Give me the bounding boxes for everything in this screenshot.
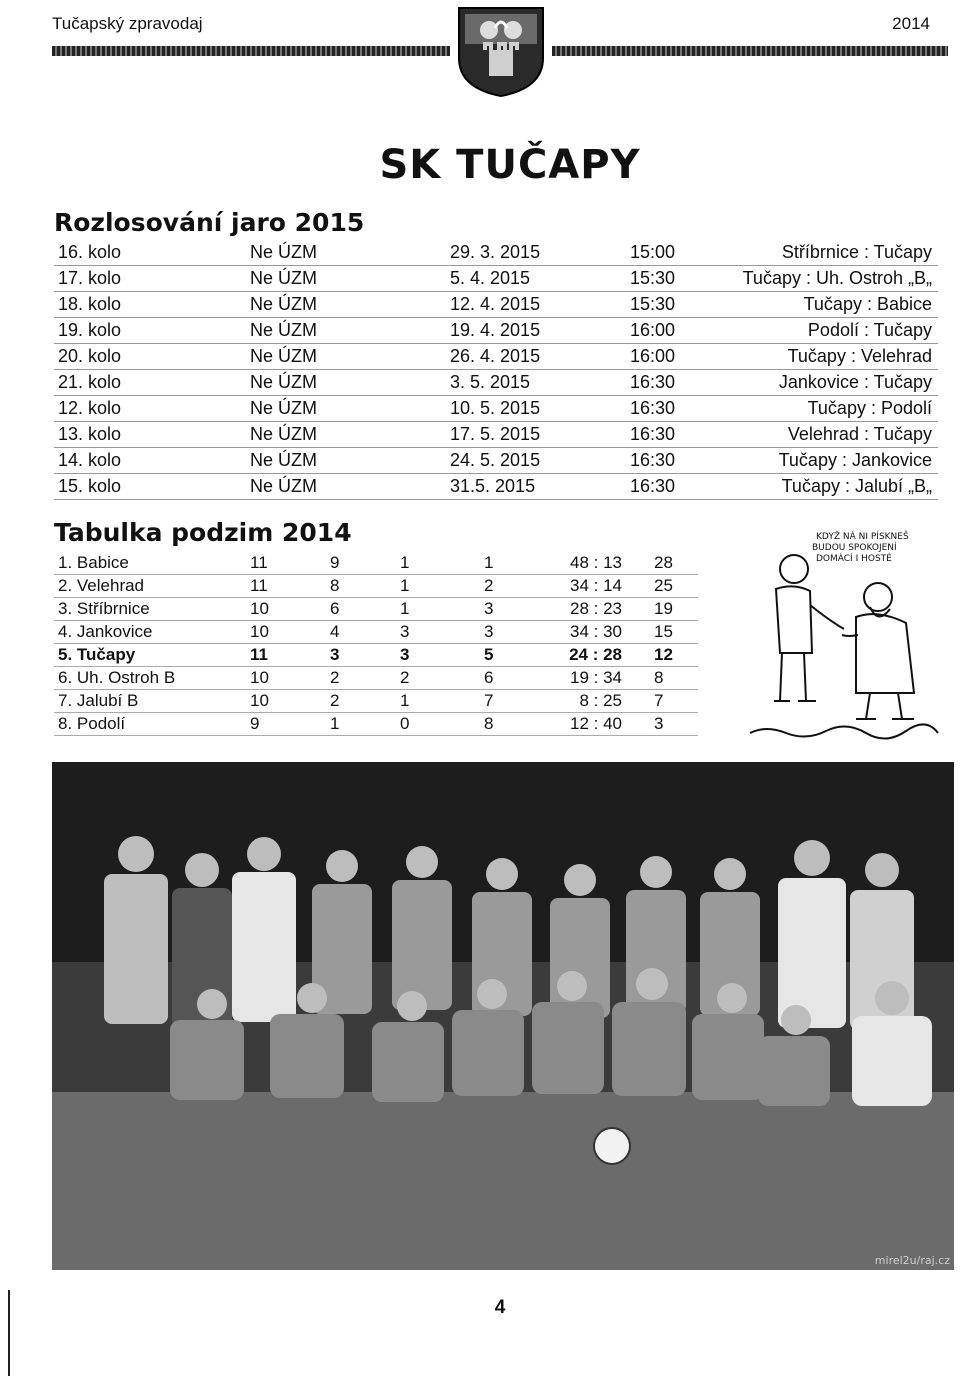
goal-score: 8 : 25 — [579, 691, 622, 710]
losses: 3 — [484, 599, 494, 618]
matches-played: 11 — [250, 553, 268, 572]
standings-heading: Tabulka podzim 2014 — [54, 518, 352, 547]
match-date: 31.5. 2015 — [450, 476, 536, 496]
round: 13. kolo — [58, 424, 122, 444]
standings-row — [54, 689, 698, 713]
schedule-row — [54, 318, 938, 344]
match-date: 10. 5. 2015 — [450, 398, 541, 418]
schedule-heading: Rozlosování jaro 2015 — [54, 208, 365, 237]
draws: 1 — [400, 553, 410, 572]
round: 20. kolo — [58, 346, 122, 366]
points: 28 — [654, 553, 673, 572]
wins: 1 — [330, 714, 340, 733]
points: 15 — [654, 622, 673, 641]
team-name: 6. Uh. Ostroh B — [58, 668, 176, 687]
team-name: 4. Jankovice — [58, 622, 153, 641]
match-time: 15:30 — [630, 268, 676, 288]
draws: 1 — [400, 691, 410, 710]
schedule-row — [54, 422, 938, 448]
draws: 1 — [400, 599, 410, 618]
matches-played: 11 — [250, 645, 268, 664]
page-number: 4 — [494, 1297, 506, 1318]
match-date: 24. 5. 2015 — [450, 450, 541, 470]
schedule-row — [54, 344, 938, 370]
losses: 8 — [484, 714, 494, 733]
match-time: 15:30 — [630, 294, 676, 314]
match-date: 12. 4. 2015 — [450, 294, 541, 314]
goal-score: 34 : 14 — [570, 576, 622, 595]
match-date: 19. 4. 2015 — [450, 320, 541, 340]
match-teams: Tučapy : Jankovice — [778, 450, 932, 470]
points: 12 — [654, 645, 673, 664]
goal-score: 24 : 28 — [569, 645, 622, 664]
match-time: 16:30 — [630, 372, 676, 392]
team-name: 5. Tučapy — [58, 645, 136, 664]
referee-cartoon — [746, 525, 942, 740]
cartoon-caption-line: DOMÁCÍ I HOSTÉ — [816, 554, 892, 564]
losses: 3 — [484, 622, 494, 641]
match-time: 16:30 — [630, 424, 676, 444]
header-rule-left — [52, 46, 450, 56]
page-title: SK TUČAPY — [379, 142, 641, 188]
match-teams: Tučapy : Babice — [803, 294, 932, 314]
day-venue: Ne ÚZM — [250, 424, 317, 444]
schedule-row — [54, 370, 938, 396]
draws: 0 — [400, 714, 410, 733]
team-name: 3. Stříbrnice — [58, 599, 150, 618]
schedule-row — [54, 266, 938, 292]
round: 12. kolo — [58, 398, 122, 418]
matches-played: 10 — [250, 622, 269, 641]
goal-score: 48 : 13 — [570, 553, 622, 572]
team-name: 8. Podolí — [58, 714, 126, 733]
match-date: 17. 5. 2015 — [450, 424, 541, 444]
points: 3 — [654, 714, 664, 733]
round: 19. kolo — [58, 320, 122, 340]
header-rule-right — [552, 46, 948, 56]
team-name: 2. Velehrad — [58, 576, 145, 595]
points: 19 — [654, 599, 673, 618]
standings-row — [54, 666, 698, 690]
match-date: 29. 3. 2015 — [450, 242, 541, 262]
schedule-row — [54, 474, 938, 500]
day-venue: Ne ÚZM — [250, 294, 317, 314]
day-venue: Ne ÚZM — [250, 476, 317, 496]
points: 7 — [654, 691, 664, 710]
standings-row — [54, 712, 698, 736]
match-teams: Velehrad : Tučapy — [787, 424, 932, 444]
match-teams: Tučapy : Podolí — [807, 398, 932, 418]
draws: 3 — [400, 645, 410, 664]
goal-score: 28 : 23 — [570, 599, 622, 618]
schedule-row — [54, 240, 938, 266]
wins: 8 — [330, 576, 340, 595]
schedule-row — [54, 448, 938, 474]
match-time: 15:00 — [630, 242, 676, 262]
matches-played: 10 — [250, 599, 269, 618]
standings-row — [54, 574, 698, 598]
losses: 6 — [484, 668, 494, 687]
day-venue: Ne ÚZM — [250, 398, 317, 418]
points: 25 — [654, 576, 673, 595]
wins: 6 — [330, 599, 340, 618]
municipal-crest-icon — [455, 6, 547, 98]
goal-score: 12 : 40 — [570, 714, 622, 733]
match-date: 26. 4. 2015 — [450, 346, 541, 366]
wins: 9 — [330, 553, 340, 572]
match-time: 16:00 — [630, 320, 676, 340]
wins: 3 — [330, 645, 340, 664]
day-venue: Ne ÚZM — [250, 242, 317, 262]
wins: 2 — [330, 668, 340, 687]
day-venue: Ne ÚZM — [250, 450, 317, 470]
matches-played: 9 — [250, 714, 260, 733]
goal-score: 34 : 30 — [570, 622, 622, 641]
standings-row — [54, 551, 698, 575]
match-time: 16:30 — [630, 398, 676, 418]
match-date: 5. 4. 2015 — [450, 268, 531, 288]
round: 16. kolo — [58, 242, 122, 262]
match-teams: Tučapy : Jalubí „B„ — [781, 476, 932, 496]
day-venue: Ne ÚZM — [250, 346, 317, 366]
publication-name: Tučapský zpravodaj — [52, 14, 203, 33]
draws: 3 — [400, 622, 410, 641]
day-venue: Ne ÚZM — [250, 268, 317, 288]
publication-year: 2014 — [892, 14, 930, 33]
standings-row-highlight — [54, 643, 698, 667]
round: 15. kolo — [58, 476, 122, 496]
cartoon-caption-line: KDYŽ NÁ NI PÍSKNEŠ — [816, 532, 909, 542]
round: 14. kolo — [58, 450, 122, 470]
team-name: 7. Jalubí B — [58, 691, 139, 710]
round: 17. kolo — [58, 268, 122, 288]
losses: 7 — [484, 691, 494, 710]
team-name: 1. Babice — [58, 553, 129, 572]
standings-row — [54, 597, 698, 621]
losses: 5 — [484, 645, 494, 664]
matches-played: 10 — [250, 668, 269, 687]
team-photo — [52, 762, 954, 1270]
match-teams: Tučapy : Velehrad — [787, 346, 932, 366]
wins: 4 — [330, 622, 340, 641]
day-venue: Ne ÚZM — [250, 320, 317, 340]
schedule-row — [54, 292, 938, 318]
match-teams: Stříbrnice : Tučapy — [781, 242, 932, 262]
round: 21. kolo — [58, 372, 122, 392]
wins: 2 — [330, 691, 340, 710]
margin-rule — [8, 1290, 10, 1376]
losses: 1 — [484, 553, 494, 572]
draws: 2 — [400, 668, 410, 687]
round: 18. kolo — [58, 294, 122, 314]
match-time: 16:30 — [630, 476, 676, 496]
draws: 1 — [400, 576, 410, 595]
match-teams: Tučapy : Uh. Ostroh „B„ — [742, 268, 932, 288]
cartoon-caption-line: BUDOU SPOKOJENÍ — [812, 543, 897, 553]
photo-watermark: mirel2u/raj.cz — [874, 1254, 950, 1267]
schedule-row — [54, 396, 938, 422]
losses: 2 — [484, 576, 494, 595]
match-teams: Podolí : Tučapy — [807, 320, 932, 340]
match-teams: Jankovice : Tučapy — [778, 372, 932, 392]
match-time: 16:00 — [630, 346, 676, 366]
standings-row — [54, 620, 698, 644]
goal-score: 19 : 34 — [570, 668, 622, 687]
match-date: 3. 5. 2015 — [450, 372, 531, 392]
points: 8 — [654, 668, 664, 687]
matches-played: 10 — [250, 691, 269, 710]
match-time: 16:30 — [630, 450, 676, 470]
day-venue: Ne ÚZM — [250, 372, 317, 392]
matches-played: 11 — [250, 576, 268, 595]
